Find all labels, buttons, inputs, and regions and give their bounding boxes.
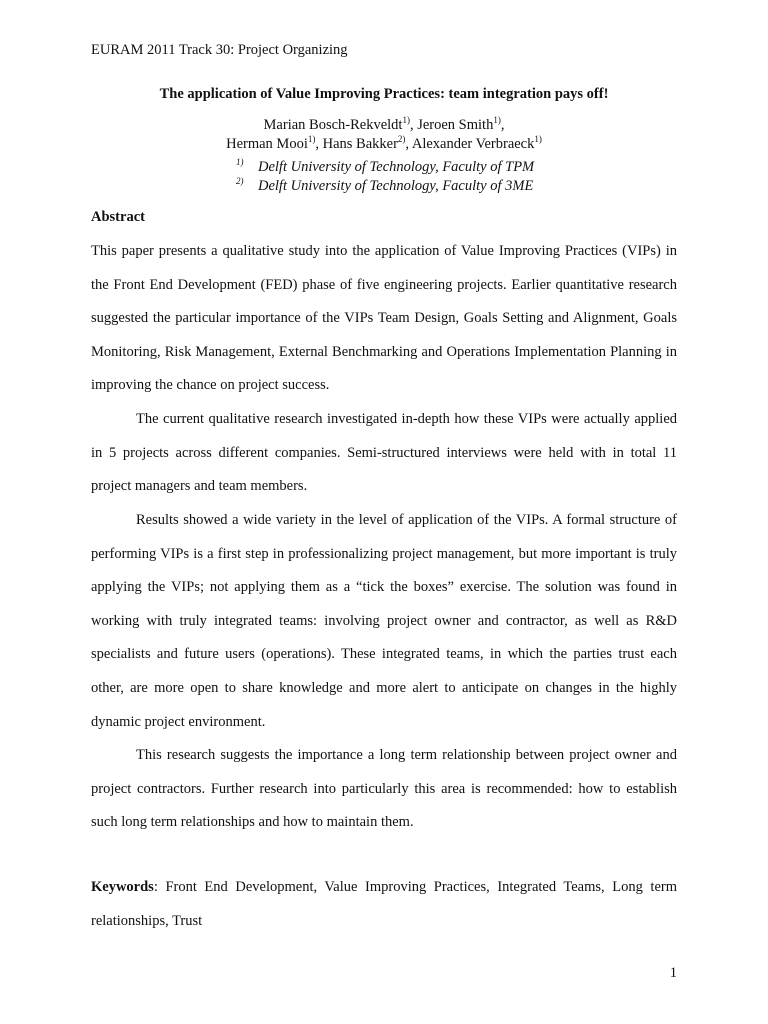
affiliation-1 [236, 157, 534, 176]
author-separator: , [409, 117, 418, 133]
author-line-1 [0, 116, 768, 135]
author-affiliation-mark: 2) [397, 134, 406, 144]
paragraph-text: Results showed a wide variety in the level of application of the VIPs. A formal structure of performing VIPs is a first step in professionalizing project management, but more important is truly applying the VIPs; not applying them as a “tick the boxes” exercise. The solution was found in working with truly integrated teams: involving project owner and contractor, as well as R&D specialists and future users (operations). These integrated teams, in which the parties trust each other, are more open to share knowledge and more alert to anticipate on changes in the highly dynamic project environment. [91, 512, 677, 730]
affiliation-mark: 1) [236, 157, 244, 167]
page-number: 1 [669, 965, 677, 981]
keywords-text: : Front End Development, Value Improving Practices, Integrated Teams, Long term relationships, Trust [91, 879, 677, 929]
author-list [0, 116, 768, 154]
paragraph-text: This research suggests the importance a long term relationship between project owner and project contractors. Further research into particularly this area is recommended: how to establish such long term relationships and how to maintain them. [91, 747, 677, 831]
author-name: Herman Mooi [226, 136, 308, 152]
author-affiliation-mark: 1) [402, 115, 410, 125]
abstract-heading: Abstract [91, 209, 145, 225]
abstract-paragraph-1 [91, 235, 677, 403]
affiliation-2 [236, 176, 533, 195]
author-affiliation-mark: 1) [534, 134, 542, 144]
author-affiliation-mark: 1) [307, 134, 316, 144]
author-separator: , [315, 136, 323, 152]
author-name: Jeroen Smith [417, 117, 494, 133]
author-line-2 [0, 135, 768, 154]
author-affiliation-mark: 1) [493, 115, 501, 125]
author-separator: , [500, 117, 505, 133]
affiliation-mark: 2) [236, 176, 244, 186]
keywords-paragraph [91, 871, 677, 938]
keywords-section [91, 871, 677, 938]
affiliation-institution: Delft University of Technology, Faculty of TPM [258, 159, 535, 175]
paper-title: The application of Value Improving Practices: team integration pays off! [159, 86, 609, 102]
paragraph-text: This paper presents a qualitative study into the application of Value Improving Practices (VIPs) in the Front End Development (FED) phase of five engineering projects. Earlier quantitative research suggested the particular importance of the VIPs Team Design, Goals Setting and Alignment, Goals Monitoring, Risk Management, External Benchmarking and Operations Implementation Planning in improving the chance on project success. [91, 243, 677, 394]
author-name: Marian Bosch-Rekveldt [263, 117, 403, 133]
abstract-paragraph-3 [91, 504, 677, 739]
author-name: Alexander Verbraeck [411, 136, 535, 152]
author-separator: , [405, 136, 412, 152]
keywords-label: Keywords [91, 879, 154, 895]
author-name: Hans Bakker [322, 136, 398, 152]
running-header: EURAM 2011 Track 30: Project Organizing [91, 42, 348, 58]
abstract-paragraph-4 [91, 739, 677, 840]
affiliation-institution: Delft University of Technology, Faculty of 3ME [258, 178, 534, 194]
paragraph-text: The current qualitative research investigated in-depth how these VIPs were actually applied in 5 projects across different companies. Semi-structured interviews were held with in total 11 project managers and team members. [91, 411, 677, 495]
abstract-paragraph-2 [91, 403, 677, 504]
